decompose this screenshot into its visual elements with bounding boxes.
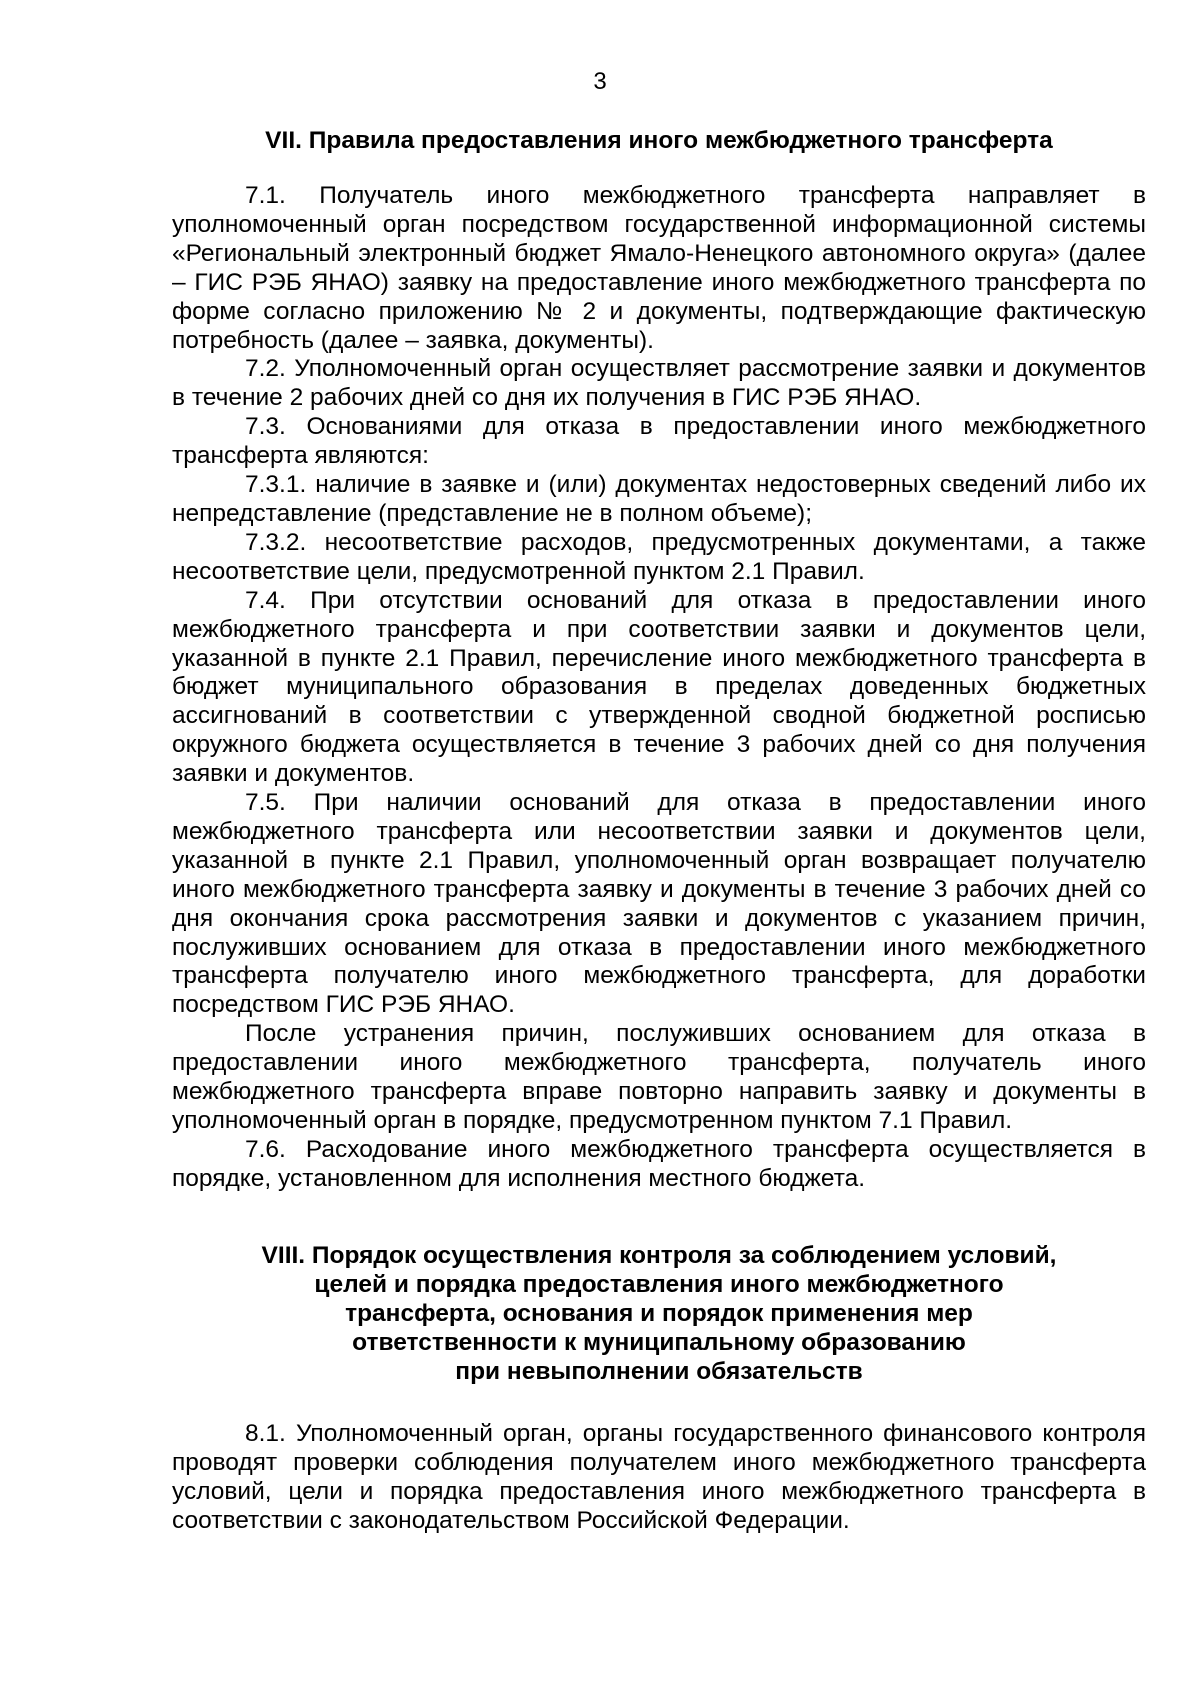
paragraph-7-3: 7.3. Основаниями для отказа в предоставлении иного межбюджетного трансферта являются: (172, 413, 1146, 470)
paragraph-7-5: 7.5. При наличии оснований для отказа в предоставлении иного межбюджетного трансферта или несоответствии заявки и документов цели, указанной в пункте 2.1 Правил, уполномоченный орган возвращает получателю иного межбюджетного трансферта заявку и документы в течение 3 рабочих дней со дня окончания срока рассмотрения заявки и документов с указанием причин, послуживших основанием для отказа в предоставлении иного межбюджетного трансферта получателю иного межбюджетного трансферта, для доработки посредством ГИС РЭБ ЯНАО. (172, 789, 1146, 1019)
section-8-heading-line: VIII. Порядок осуществления контроля за соблюдением условий, (261, 1242, 1057, 1269)
paragraph-7-3-2: 7.3.2. несоответствие расходов, предусмотренных документами, а также несоответствие цели, предусмотренной пунктом 2.1 Правил. (172, 528, 1146, 585)
paragraph-8-1: 8.1. Уполномоченный орган, органы государственного финансового контроля проводят проверки соблюдения получателем иного межбюджетного трансферта условий, цели и порядка предоставления иного межбюджетного трансферта в соответствии с законодательством Российской Федерации. (172, 1420, 1146, 1534)
paragraph-7-6: 7.6. Расходование иного межбюджетного трансферта осуществляется в порядке, установленном для исполнения местного бюджета. (172, 1135, 1146, 1192)
section-7-body (172, 182, 1146, 1194)
section-8-heading-line: ответственности к муниципальному образованию (352, 1329, 966, 1356)
section-8-heading (172, 1241, 1146, 1386)
section-7-heading: VII. Правила предоставления иного межбюджетного трансферта (265, 127, 1053, 154)
section-8-heading-line: целей и порядка предоставления иного межбюджетного (314, 1271, 1004, 1298)
section-8-body (172, 1420, 1146, 1536)
paragraph-7-4: 7.4. При отсутствии оснований для отказа в предоставлении иного межбюджетного трансферта и при соответствии заявки и документов цели, указанной в пункте 2.1 Правил, перечисление иного межбюджетного трансферта в бюджет муниципального образования в пределах доведенных бюджетных ассигнований в соответствии с утвержденной сводной бюджетной росписью окружного бюджета осуществляется в течение 3 рабочих дней со дня получения заявки и документов. (172, 586, 1146, 788)
paragraph-7-1: 7.1. Получатель иного межбюджетного трансферта направляет в уполномоченный орган посредством государственной информационной системы «Региональный электронный бюджет Ямало-Ненецкого автономного округа» (далее – ГИС РЭБ ЯНАО) заявку на предоставление иного межбюджетного трансферта по форме согласно приложению № 2 и документы, подтверждающие фактическую потребность (далее – заявка, документы). (172, 182, 1146, 354)
paragraph-7-5-continued: После устранения причин, послуживших основанием для отказа в предоставлении иного межбюджетного трансферта, получатель иного межбюджетного трансферта вправе повторно направить заявку и документы в уполномоченный орган в порядке, предусмотренном пунктом 7.1 Правил. (172, 1020, 1146, 1134)
section-8-heading-line: трансферта, основания и порядок применения мер (345, 1300, 973, 1327)
section-8-heading-line: при невыполнении обязательств (455, 1358, 863, 1385)
page-number: 3 (593, 68, 607, 95)
paragraph-7-2: 7.2. Уполномоченный орган осуществляет рассмотрение заявки и документов в течение 2 рабочих дней со дня их получения в ГИС РЭБ ЯНАО. (172, 355, 1146, 412)
paragraph-7-3-1: 7.3.1. наличие в заявке и (или) документах недостоверных сведений либо их непредставление (представление не в полном объеме); (172, 471, 1146, 527)
